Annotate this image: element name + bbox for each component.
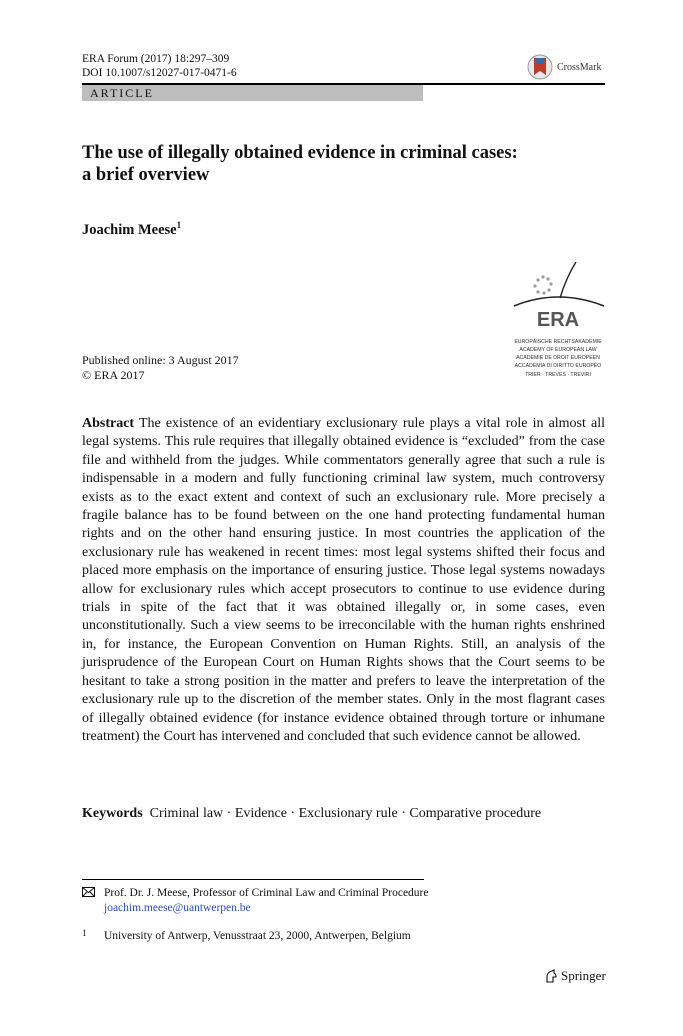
mail-icon (82, 887, 95, 897)
copyright: © ERA 2017 (82, 368, 145, 382)
keywords-text: Criminal law · Evidence · Exclusionary rule · Comparative procedure (149, 806, 542, 821)
affiliation-text: University of Antwerp, Venusstraat 23, 2000, Antwerpen, Belgium (104, 930, 411, 942)
crossmark-icon (527, 54, 553, 80)
era-logo (508, 258, 608, 383)
footnote-rule (82, 879, 424, 880)
abstract-text: The existence of an evidentiary exclusionary rule plays a vital role in almost all legal systems. This rule requires that illegally obtained evidence is “excluded” from the case file and withheld from the judges. While commentators generally agree that such a rule is indispensable in a modern and fully functioning criminal law system, much controversy exists as to the exact extent and context of such an exclusionary rule. More precisely a fragile balance has to be found between on the one hand protecting fundamental human rights and on the other hand ensuring justice. In most countries the application of the exclusionary rule has weakened in recent times: most legal systems shifted their focus and placed more emphasis on the importance of ensuring justice. Those legal systems nowadays allow for exclusionary rules which accept prosecutors to continue to use evidence during trials in spite of the fact that it was obtained illegally or, in some cases, even unconstitutionally. Such a view seems to be irreconcilable with the human rights enshrined in, for instance, the European Convention on Human Rights. Still, an analysis of the jurisprudence of the European Court on Human Rights shows that the Court seems to be hesitant to take a strong position in the matter and prefers to leave the interpretation of the exclusionary rule up to the discretion of the member states. Only in the most flagrant cases of illegally obtained evidence (for instance evidence obtained through torture or inhumane treatment) the Court has intervened and concluded that such evidence cannot be allowed. (82, 416, 605, 744)
paper-title (82, 142, 605, 186)
publisher-name: Springer (561, 968, 606, 983)
crossmark-badge[interactable] (527, 53, 609, 81)
era-line-2: ACADEMY OF EUROPEAN LAW (519, 347, 597, 353)
title-line-1: The use of illegally obtained evidence in criminal cases: (82, 143, 518, 163)
affiliation-marker: 1 (176, 220, 182, 230)
corresponding-author (82, 886, 429, 916)
article-type-label: ARTICLE (90, 86, 154, 100)
email-link[interactable]: joachim.meese@uantwerpen.be (104, 902, 251, 914)
doi[interactable]: DOI 10.1007/s12027-017-0471-6 (82, 67, 237, 79)
title-line-2: a brief overview (82, 165, 210, 185)
abstract-heading: Abstract (82, 416, 135, 431)
journal-reference (82, 52, 237, 80)
published-date: Published online: 3 August 2017 (82, 353, 239, 367)
abstract (82, 415, 605, 746)
era-line-5: TRIER · TREVES · TREVIRI (525, 372, 591, 378)
era-arc (514, 297, 604, 306)
contact-text: Prof. Dr. J. Meese, Professor of Criminal Law and Criminal Procedure (104, 887, 429, 899)
era-swoosh-line (560, 262, 576, 298)
era-acronym: ERA (536, 309, 580, 331)
era-line-4: ACCADEMIA DI DIRITTO EUROPEO (514, 363, 602, 369)
article-type-bar (82, 85, 423, 101)
footnote-number: 1 (82, 928, 87, 938)
journal-citation: ERA Forum (2017) 18:297–309 (82, 53, 230, 65)
crossmark-label: CrossMark (557, 61, 602, 73)
era-line-3: ACADEMIE DE DROIT EUROPEEN (516, 355, 600, 361)
author-name: Joachim Meese (82, 221, 177, 238)
era-line-1: EUROPÄISCHE RECHTSAKADEMIE (514, 339, 602, 345)
stars-icon (533, 275, 552, 294)
keywords (82, 805, 605, 823)
publication-info (82, 353, 239, 383)
springer-horse-icon (544, 969, 558, 983)
author-line (82, 220, 181, 239)
springer-logo (544, 968, 606, 984)
keywords-heading: Keywords (82, 806, 143, 821)
affiliation-footnote (82, 929, 411, 944)
